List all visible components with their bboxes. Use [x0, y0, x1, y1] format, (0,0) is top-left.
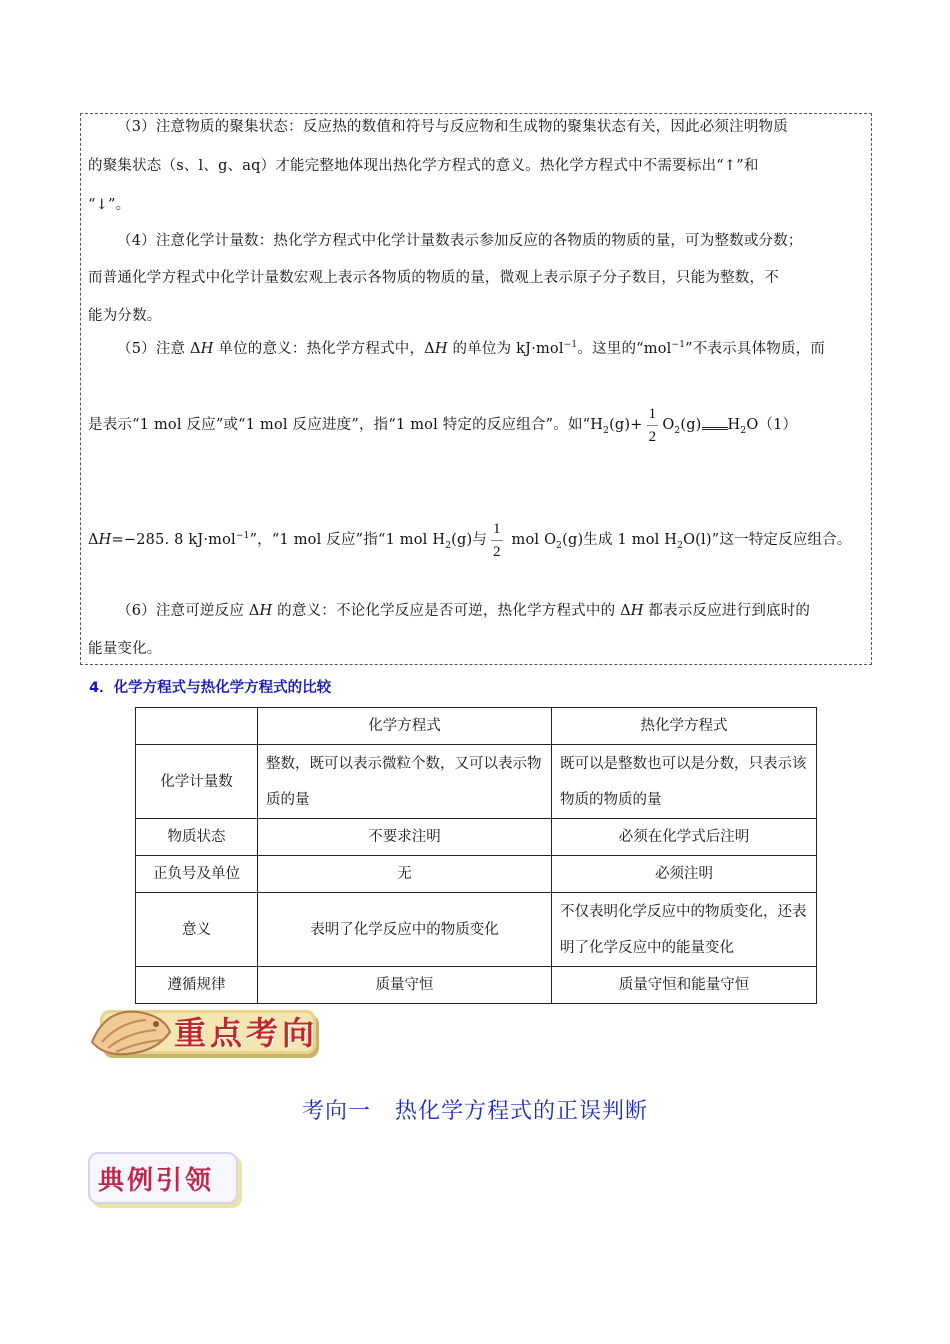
table-row-label: 意义 [136, 893, 258, 967]
p6-var-h: H [630, 603, 644, 619]
table-header-cell: 化学方程式 [258, 708, 552, 745]
p5-text: O(l)”这一特定反应组合。 [683, 532, 852, 548]
p5-text: 。这里的“mol [577, 341, 672, 357]
p5-text: 的单位为 kJ·mol [447, 341, 564, 357]
p5-subscript: 2 [603, 425, 610, 436]
p5-text: 单位的意义：热化学方程式中，Δ [213, 341, 435, 357]
fraction-numerator: 1 [491, 518, 503, 541]
table-row [136, 819, 817, 856]
p5-text: (g)与 [451, 532, 488, 548]
p6-text: （6）注意可逆反应 Δ [117, 603, 260, 619]
note-p3-line3: “↓”。 [88, 197, 131, 213]
p5-text: ”不表示具体物质，而 [685, 341, 826, 357]
example-badge [88, 1152, 246, 1210]
p5-text: ”，“1 mol 反应”指“1 mol H [249, 532, 446, 548]
note-p5-equation-line [88, 400, 864, 450]
direction-heading [0, 1094, 950, 1125]
p5-text: 是表示“1 mol 反应”或“1 mol 反应进度”，指“1 mol 特定的反应组合”。如“H [88, 417, 604, 433]
fraction-one-half [491, 518, 503, 563]
table-header-cell: 热化学方程式 [552, 708, 817, 745]
p5-text: H [727, 417, 741, 433]
table-cell: 既可以是整数也可以是分数，只表示该物质的物质的量 [552, 745, 817, 819]
p5-subscript: 2 [677, 540, 684, 551]
fraction-denominator: 2 [493, 543, 501, 560]
p6-text: 的意义：不论化学反应是否可逆，热化学方程式中的 Δ [272, 603, 631, 619]
p5-text: (g)生成 1 mol H [562, 532, 678, 548]
direction-title: 热化学方程式的正误判断 [395, 1099, 649, 1124]
table-cell: 不仅表明化学反应中的物质变化，还表明了化学反应中的能量变化 [552, 893, 817, 967]
note-p6-line2: 能量变化。 [88, 641, 162, 657]
p5-subscript: 2 [445, 540, 452, 551]
p5-text: (g) [680, 417, 702, 433]
table-cell: 必须注明 [552, 856, 817, 893]
fraction-numerator: 1 [647, 403, 659, 426]
example-label: 典例引领 [98, 1166, 215, 1196]
note-p3 [88, 108, 864, 146]
p5-text: O [662, 417, 675, 433]
p5-var-h: H [200, 341, 214, 357]
note-p6-end [88, 630, 864, 668]
note-p4 [88, 222, 864, 260]
table-header-row [136, 708, 817, 745]
note-p3-cont [88, 147, 864, 185]
table-row [136, 967, 817, 1004]
table-cell: 不要求注明 [258, 819, 552, 856]
table-row [136, 745, 817, 819]
p5-var-h: H [98, 532, 112, 548]
table-row-label: 物质状态 [136, 819, 258, 856]
fraction-denominator: 2 [648, 428, 657, 445]
direction-prefix: 考向一 [301, 1099, 371, 1124]
note-p3-end [88, 186, 864, 224]
note-p4-line3: 能为分数。 [88, 308, 162, 324]
p5-text: (g)+ [609, 417, 643, 433]
p5-subscript: 2 [674, 425, 681, 436]
p5-exponent: −1 [235, 531, 250, 542]
note-p4-line2: 而普通化学方程式中化学计量数宏观上表示各物质的物质的量，微观上表示原子分子数目，只能为整数，不 [88, 270, 779, 286]
note-p4-line1: （4）注意化学计量数：热化学方程式中化学计量数表示参加反应的各物质的物质的量，可为整数或分数； [117, 233, 803, 249]
table-cell: 表明了化学反应中的物质变化 [258, 893, 552, 967]
p5-text: O（1） [746, 417, 798, 433]
table-cell: 质量守恒和能量守恒 [552, 967, 817, 1004]
section-title: 4．化学方程式与热化学方程式的比较 [89, 680, 332, 696]
table-row [136, 856, 817, 893]
p6-text: 都表示反应进行到底时的 [643, 603, 811, 619]
note-p5 [88, 330, 864, 368]
table-row-label: 正负号及单位 [136, 856, 258, 893]
note-p3-line1: （3）注意物质的聚集状态：反应热的数值和符号与反应物和生成物的聚集状态有关，因此必须注明物质 [117, 119, 788, 135]
p5-var-h: H [434, 341, 448, 357]
p5-subscript: 2 [740, 425, 747, 436]
key-direction-banner [86, 1000, 318, 1062]
p5-subscript: 2 [556, 540, 563, 551]
p5-text: Δ [88, 532, 99, 548]
note-p5-dh-line [88, 515, 864, 565]
banner-label: 重点考向 [174, 1014, 319, 1052]
fraction-one-half [647, 403, 659, 448]
table-row-label: 遵循规律 [136, 967, 258, 1004]
table-cell: 质量守恒 [258, 967, 552, 1004]
table-row-label: 化学计量数 [136, 745, 258, 819]
comparison-table [135, 707, 817, 1004]
table-cell: 无 [258, 856, 552, 893]
p5-text: （5）注意 Δ [117, 341, 201, 357]
table-cell: 整数，既可以表示微粒个数，又可以表示物质的量 [258, 745, 552, 819]
note-p3-line2: 的聚集状态（s、l、g、aq）才能完整地体现出热化学方程式的意义。热化学方程式中不需要标出“↑”和 [88, 158, 759, 174]
table-header-cell [136, 708, 258, 745]
p5-text: mol O [506, 532, 557, 548]
p6-var-h: H [259, 603, 273, 619]
table-row [136, 893, 817, 967]
note-p6 [88, 592, 864, 630]
p5-exponent: −1 [563, 340, 578, 351]
seashell-icon [86, 1002, 174, 1060]
p5-exponent: −1 [671, 340, 686, 351]
p5-text: =−285. 8 kJ·mol [111, 532, 236, 548]
equals-sign-icon [702, 421, 728, 430]
note-p4-cont [88, 259, 864, 297]
table-cell: 必须在化学式后注明 [552, 819, 817, 856]
